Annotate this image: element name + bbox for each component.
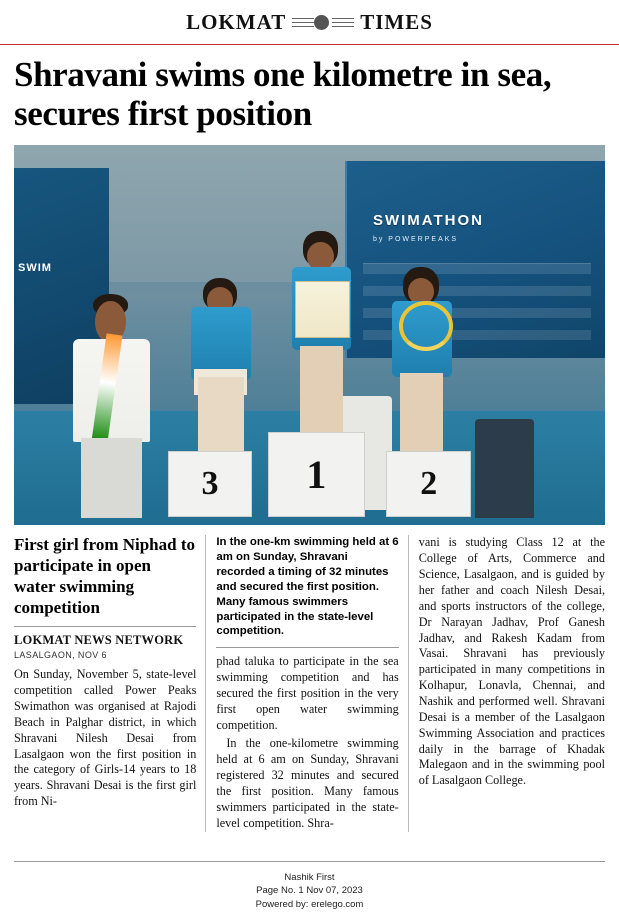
masthead-logo [186,10,433,35]
photo-left-banner-text: SWIM [18,262,52,275]
podium-second: 2 [386,451,471,518]
column-two [216,535,408,831]
photo-second-place-figure [380,267,463,457]
column-three [419,535,605,831]
column-one-divider [14,626,196,627]
column-two-paragraph-2: In the one-kilometre swimming held at 6 am on Sunday, Shravani registered 32 minutes and secured the first position. Many famous swimmers participated in the state-level competition. Shra- [216,736,399,830]
footer-edition: Nashik First [284,871,335,883]
footer-powered-by: Powered by: erelego.com [255,899,364,911]
masthead-right-word: TIMES [360,9,433,34]
garland-icon [399,301,453,351]
headline-container [0,45,619,137]
column-one-subhead: First girl from Niphad to participate in open water swimming competition [14,535,196,617]
prize-distribution-podium-photo [14,145,605,525]
photo-third-place-figure [179,275,262,457]
footer-page-info: Page No. 1 Nov 07, 2023 [256,885,363,897]
podium-third: 3 [168,451,253,518]
certificate-icon [295,281,350,337]
masthead [0,0,619,45]
column-one [14,535,206,831]
article-columns [14,535,605,831]
podium-first: 1 [268,432,365,518]
dateline: LASALGAON, NOV 6 [14,650,107,661]
column-two-lead: In the one-km swimming held at 6 am on Sunday, Shravani recorded a timing of 32 minutes and secured the first position. Many famous swimmers participated in the state-level competition. [216,536,399,638]
page-title: Shravani swims one kilometre in sea, secures first position [14,55,552,134]
sun-rays-emblem-icon [292,14,354,31]
column-one-paragraph-1: On Sunday, November 5, state-level competition called Power Peaks Swimathon was organised at Rajodi Beach in Palghar district, in which Shravani Nilesh Desai from Lasalgaon won the first position in the category of Girls-14 years to 18 years. Shravani Desai is the first girl from Ni- [14,667,197,809]
photo-first-place-figure [280,229,363,438]
page-footer [0,871,619,912]
footer-divider [14,861,605,862]
photo-official-figure [61,282,161,518]
column-two-paragraph-1: phad taluka to participate in the sea swimming competition and has secured the first position in the very first open water swimming competition. [216,654,399,732]
column-two-divider [216,647,398,648]
byline: LOKMAT NEWS NETWORK [14,633,184,648]
photo-banner-subtitle: by POWERPEAKS [372,235,459,243]
photo-banner-title: SWIMATHON [372,211,484,229]
photo-background-person-2 [475,419,534,518]
masthead-left-word: LOKMAT [186,9,287,34]
column-three-paragraph-1: vani is studying Class 12 at the College of Arts, Commerce and Science, Lasalgaon, and is guided by her father and coach Nilesh Desai, and sports instructors of the college, Dr Narayan Jadhav, Prof Ganesh Jadhav, and Rakesh Kadam from Vasai. Shravani has previously participated in many competitions in Kolhapur, Lonavla, Chennai, and Nashik and performed well. Shravani Desai is a member of the Lasalgaon Swimming Association and practices daily in the barrage of Khadak Malegaon and in the swimming pool of Lasalgaon College. [418,535,605,788]
